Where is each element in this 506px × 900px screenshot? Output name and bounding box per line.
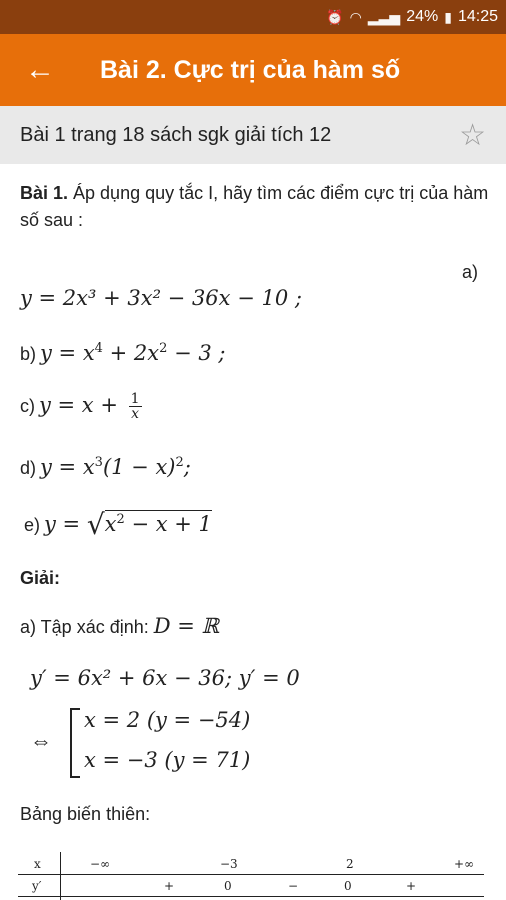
table-rule (18, 896, 484, 897)
lesson-content (20, 180, 490, 234)
battery-percent: 24% (406, 8, 439, 25)
signal-icon: ▂▃▅ (367, 8, 401, 25)
star-icon[interactable]: ☆ (459, 118, 486, 152)
case-2: x = −3 (y = 71) (84, 748, 251, 772)
lesson-title: Bài 1 trang 18 sách sgk giải tích 12 (20, 123, 332, 146)
problem-text: Áp dụng quy tắc I, hãy tìm các điểm cực trị của hàm số sau : (20, 183, 489, 230)
battery-icon: ▮ (444, 8, 452, 25)
equivalence-symbol: ⇔ (30, 728, 52, 753)
status-bar (0, 0, 506, 34)
part-d-expression: d) $y = x^3(1 - x)^2$; (20, 455, 191, 479)
part-a-label: a) (462, 262, 479, 282)
part-e-expression: e) $y = √x^2 - x + 1$ (24, 508, 212, 541)
problem-label: Bài 1. (20, 183, 69, 203)
table-rule (18, 874, 484, 875)
variation-table-title: Bảng biến thiên: (20, 804, 151, 824)
domain-math: D = ℝ (153, 614, 219, 638)
domain-line: a) Tập xác định: D = ℝ (20, 614, 219, 638)
app-bar (0, 34, 506, 106)
fraction: $\frac{1}{x}$ (130, 391, 140, 422)
clock: 14:25 (457, 8, 498, 25)
wifi-icon: ◠ (349, 8, 362, 25)
problem-statement (20, 180, 490, 234)
back-arrow-icon[interactable]: ← (25, 53, 55, 86)
alarm-icon: ⏰ (326, 8, 344, 25)
variation-table: x −∞ −3 2 +∞ y′ + 0 − 0 + (18, 852, 488, 900)
derivative-line: y′ = 6x² + 6x − 36; y′ = 0 (30, 666, 300, 690)
part-a-expression: y = 2x³ + 3x² − 36x − 10 ; (20, 286, 302, 310)
part-c-expression: c) y = x + $\frac{1}{x}$ (20, 391, 140, 422)
part-b-expression: b) $y = x^4 + 2x^2 - 3$ ; (20, 341, 226, 365)
page-title: Bài 2. Cực trị của hàm số (100, 55, 401, 84)
system-bracket (70, 708, 80, 778)
solution-label: Giải: (20, 568, 61, 588)
case-1: x = 2 (y = −54) (84, 708, 251, 732)
lesson-header (0, 106, 506, 164)
table-divider (60, 852, 61, 900)
